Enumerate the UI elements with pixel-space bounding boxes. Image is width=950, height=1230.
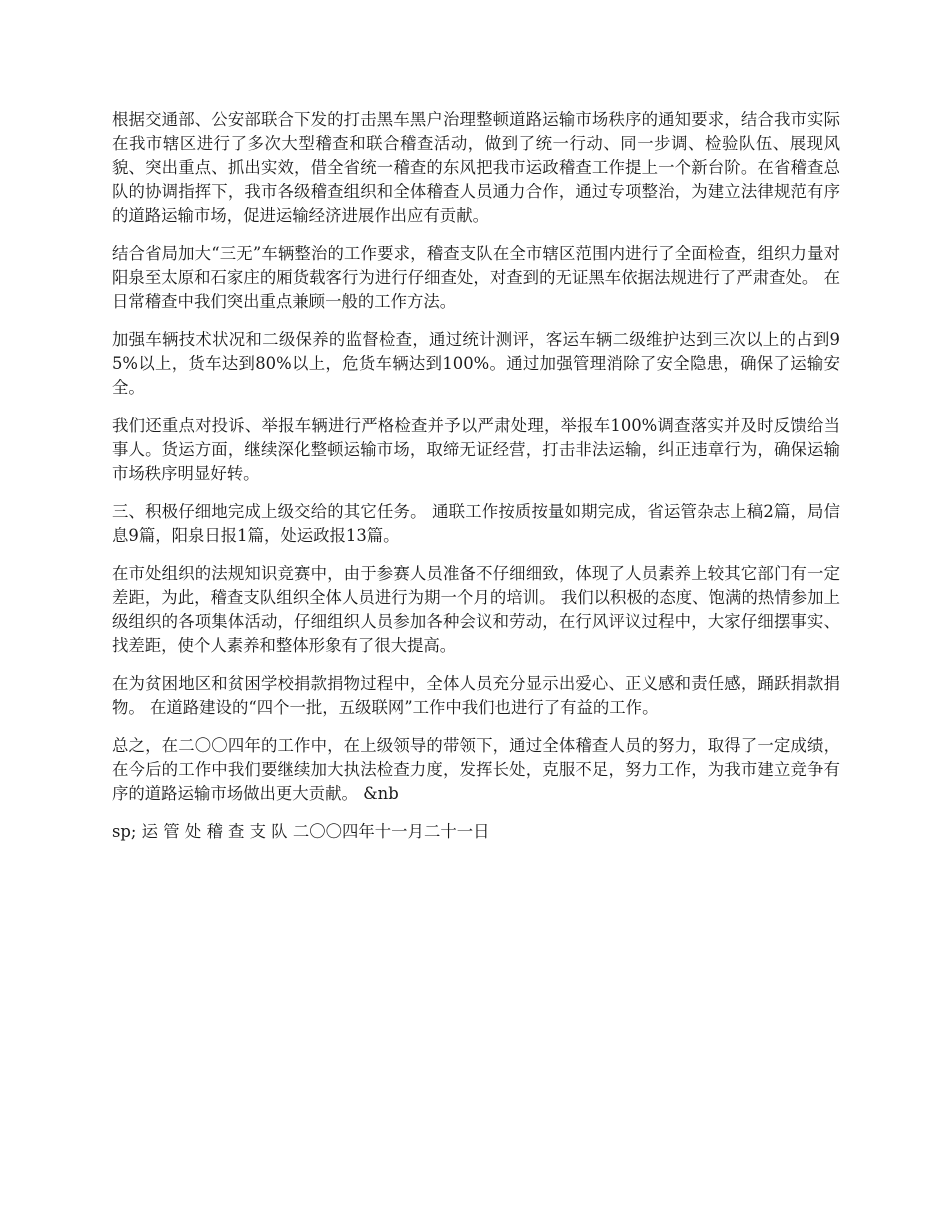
paragraph-summary: 总之，在二〇〇四年的工作中，在上级领导的带领下，通过全体稽查人员的努力，取得了一定成绩，在今后的工作中我们要继续加大执法检查力度，发挥长处，克服不足，努力工作，为我市建立竞争有序的道路运输市场做出更大贡献。 &nb	[112, 736, 840, 803]
signature-line: sp; 运 管 处 稽 查 支 队 二〇〇四年十一月二十一日	[112, 822, 490, 841]
paragraph-three-no-vehicles: 结合省局加大“三无”车辆整治的工作要求，稽查支队在全市辖区范围内进行了全面检查，组织力量对阳泉至太原和石家庄的厢货载客行为进行仔细查处，对查到的无证黑车依据法规进行了严肃查处。 在日常稽查中我们突出重点兼顾一般的工作方法。	[112, 244, 840, 311]
paragraph-vehicle-inspection: 加强车辆技术状况和二级保养的监督检查，通过统计测评，客运车辆二级维护达到三次以上的占到95%以上，货车达到80%以上，危货车辆达到100%。通过加强管理消除了安全隐患，确保了运输安全。	[112, 330, 840, 397]
paragraph-intro: 根据交通部、公安部联合下发的打击黑车黑户治理整顿道路运输市场秩序的通知要求，结合我市实际在我市辖区进行了多次大型稽查和联合稽查活动，做到了统一行动、同一步调、检验队伍、展现风貌、突出重点、抓出实效，借全省统一稽查的东风把我市运政稽查工作提上一个新台阶。在省稽查总队的协调指挥下，我市各级稽查组织和全体稽查人员通力合作，通过专项整治，为建立法律规范有序的道路运输市场，促进运输经济进展作出应有贡献。	[112, 110, 840, 225]
paragraph-donation: 在为贫困地区和贫困学校捐款捐物过程中，全体人员充分显示出爱心、正义感和责任感，踊跃捐款捐物。 在道路建设的“四个一批，五级联网”工作中我们也进行了有益的工作。	[112, 674, 840, 717]
paragraph-complaints: 我们还重点对投诉、举报车辆进行严格检查并予以严肃处理，举报车100%调查落实并及时反馈给当事人。货运方面，继续深化整顿运输市场，取缔无证经营，打击非法运输，纠正违章行为，确保运输市场秩序明显好转。	[112, 416, 840, 483]
paragraph-competition: 在市处组织的法规知识竞赛中，由于参赛人员准备不仔细细致，体现了人员素养上较其它部门有一定差距，为此，稽查支队组织全体人员进行为期一个月的培训。 我们以积极的态度、饱满的热情参加上级组织的各项集体活动，仔细组织人员参加各种会议和劳动，在行风评议过程中，大家仔细摆事实、找差距，使个人素养和整体形象有了很大提高。	[112, 564, 840, 655]
paragraph-other-tasks: 三、积极仔细地完成上级交给的其它任务。 通联工作按质按量如期完成，省运管杂志上稿2篇，局信息9篇，阳泉日报1篇，处运政报13篇。	[112, 502, 840, 545]
